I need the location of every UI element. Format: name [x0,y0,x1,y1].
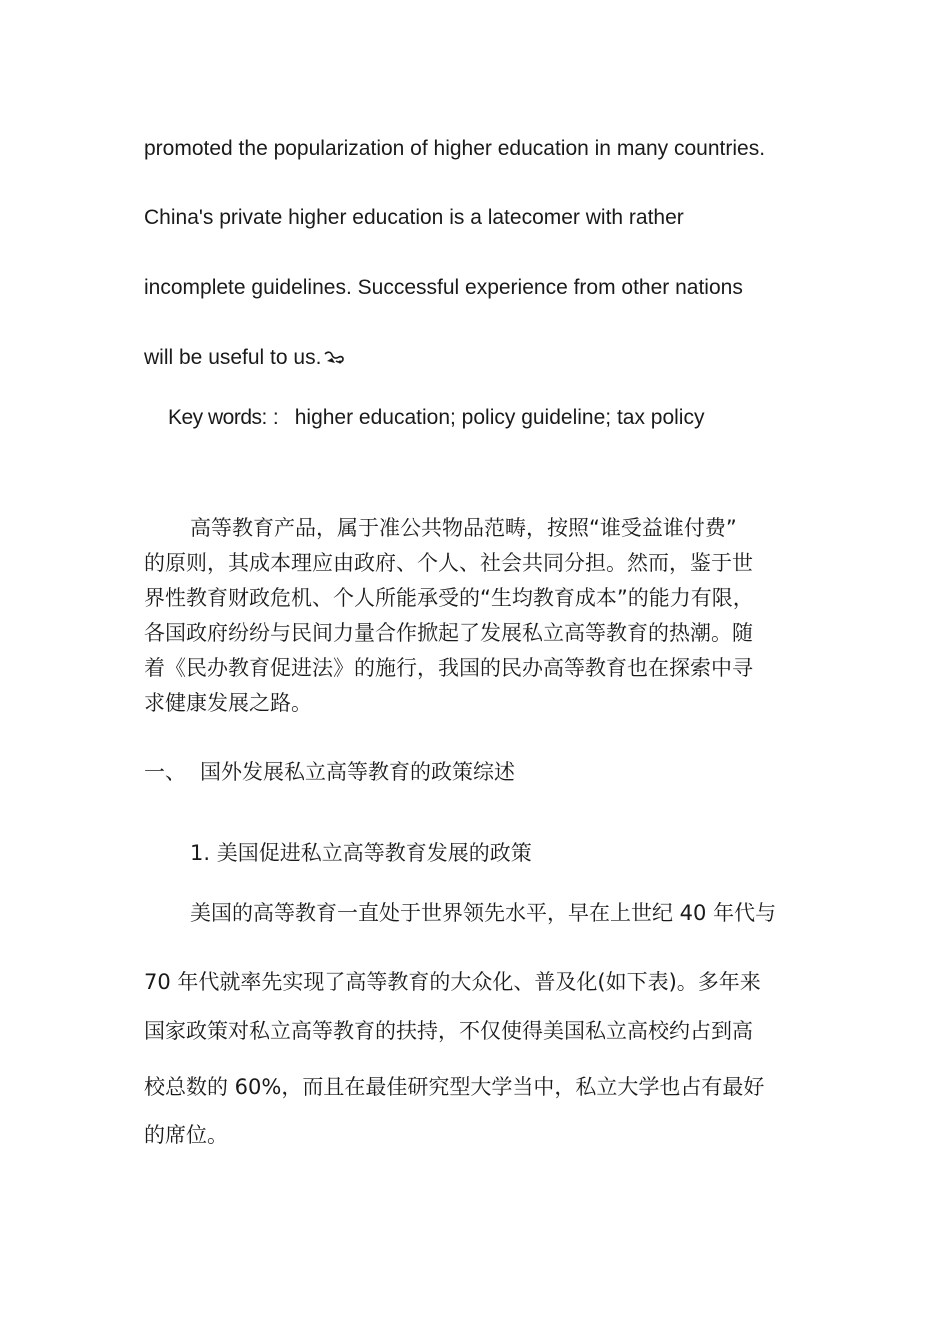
keywords-label: Key words: [168,406,267,429]
keywords-line [168,406,704,430]
abstract-line-4 [144,346,345,370]
body-line-2: 70 年代就率先实现了高等教育的大众化、普及化(如下表)。多年来 [144,970,761,994]
body-line-3: 国家政策对私立高等教育的扶持，不仅使得美国私立高校约占到高 [144,1019,753,1043]
intro-line-2: 的原则，其成本理应由政府、个人、社会共同分担。然而，鉴于世 [144,551,753,575]
keywords-value: higher education; policy guideline; tax policy [294,406,705,429]
intro-line-3: 界性教育财政危机、个人所能承受的“生均教育成本”的能力有限， [144,586,754,610]
intro-line-1: 高等教育产品，属于准公共物品范畴，按照“谁受益谁付费” [190,516,737,540]
abstract-line-1: promoted the popularization of higher education in many countries. [144,137,766,160]
intro-line-6: 求健康发展之路。 [144,691,312,715]
body-line-5: 的席位。 [144,1123,228,1147]
body-line-4: 校总数的 60%，而且在最佳研究型大学当中，私立大学也占有最好 [144,1075,765,1099]
abstract-line-4-text: will be useful to us. [144,346,322,369]
section-heading [144,756,515,786]
abstract-line-3: incomplete guidelines. Successful experience from other nations [144,276,743,299]
section-title: 国外发展私立高等教育的政策综述 [200,760,515,784]
abstract-line-2: China's private higher education is a latecomer with rather [144,206,684,229]
intro-line-5: 着《民办教育促进法》的施行，我国的民办高等教育也在探索中寻 [144,656,753,680]
keywords-separator: : [272,406,279,429]
pen-mark-icon [323,349,345,367]
body-line-1: 美国的高等教育一直处于世界领先水平，早在上世纪 40 年代与 [190,901,777,925]
subsection-heading: 1. 美国促进私立高等教育发展的政策 [190,841,532,865]
intro-line-4: 各国政府纷纷与民间力量合作掀起了发展私立高等教育的热潮。随 [144,621,753,645]
section-number: 一、 [144,760,186,784]
